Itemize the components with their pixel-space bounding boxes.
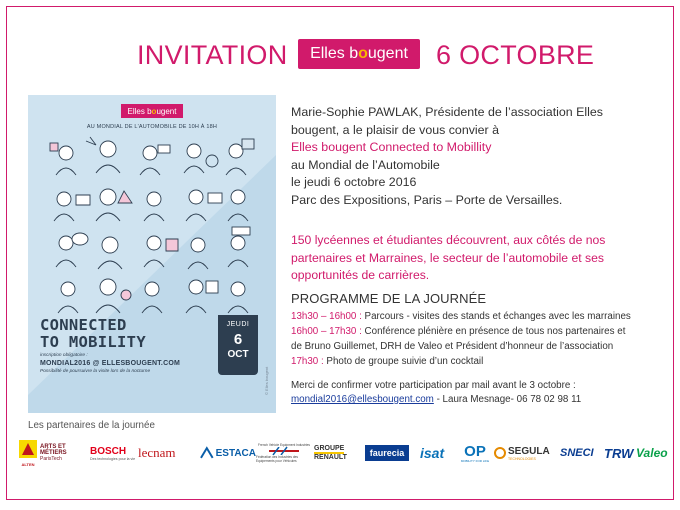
intro-line-2: bougent, a le plaisir de vous convier à <box>291 122 500 137</box>
poster-registration-email: MONDIAL2016 @ ELLESBOUGENT.COM <box>40 360 181 367</box>
poster-date-tag: JEUDI 6 OCT <box>218 315 258 375</box>
alten-logo: ALTEN <box>18 435 38 471</box>
rsvp-note: Merci de confirmer votre participation par mail avant le 3 octobre : mondial2016@ellesbougent.com - Laura Mesnage- 06 78 02 98 11 <box>291 380 582 405</box>
programme-item: 13h30 – 16h00 : Parcours - visites des stands et échanges avec les marraines <box>291 311 631 322</box>
poster-brand-badge: Elles b o ugent <box>121 104 183 118</box>
elles-bougent-logo: Elles b o ugent <box>298 39 420 69</box>
segula-logo: SEGULA TECHNOLOGIES <box>494 435 556 471</box>
estaca-logo: ESTACA <box>200 435 256 471</box>
isat-logo: isat <box>420 445 445 461</box>
programme-item: de Bruno Guillemet, DRH de Valeo et Président d’honneur de l’association <box>291 341 614 352</box>
header <box>0 38 680 72</box>
op-mobility-logo: OP MOBILITY FOR LIFE <box>460 442 490 463</box>
programme-list <box>291 309 666 369</box>
rsvp-contact: - Laura Mesnage- 06 78 02 98 11 <box>433 394 582 405</box>
invitation-body <box>291 104 671 210</box>
sneci-logo: SNECI <box>560 447 594 459</box>
faurecia-logo: faurecia <box>358 435 416 471</box>
highlight-paragraph: 150 lycéennes et étudiantes découvrent, aux côtés de nos partenaires et Marraines, le secteur de l’automobile et ses opportunités de carrières. <box>291 233 606 283</box>
poster-subtitle: AU MONDIAL DE L'AUTOMOBILE DE 10H À 18H <box>86 124 218 130</box>
bosch-logo: BOSCH Des technologies pour la vie <box>90 445 136 461</box>
trw-logo: TRW <box>604 445 634 461</box>
place-line: Parc des Expositions, Paris – Porte de Versailles. <box>291 192 563 207</box>
valeo-logo: Valeo <box>636 446 668 460</box>
poster-title: CONNECTED TO MOBILITY <box>40 316 146 351</box>
groupe-renault-logo: GROUPE RENAULT <box>314 445 347 461</box>
date-line: le jeudi 6 octobre 2016 <box>291 175 417 190</box>
poster-credit: © Elles bougent <box>264 366 269 395</box>
fiev-logo: French Vehicle Equipment Industries Fédération des Industries des Equipements pour Véhicules <box>256 443 310 463</box>
header-invitation: INVITATION <box>137 40 288 70</box>
partner-logos <box>14 435 670 471</box>
poster-registration-note: inscription obligatoire : <box>40 353 88 358</box>
programme-item: 17h30 : Photo de groupe suivie d’un cocktail <box>291 356 484 367</box>
partners-label: Les partenaires de la journée <box>28 420 155 431</box>
venue-line: au Mondial de l’Automobile <box>291 157 440 172</box>
event-poster <box>28 95 276 413</box>
event-name: Elles bougent Connected to Mobillity <box>291 140 492 155</box>
poster-visit-note: Possibilité de poursuivre la visite lors de la nocturne <box>40 369 151 374</box>
intro-line-1: Marie-Sophie PAWLAK, Présidente de l’association Elles <box>291 105 603 119</box>
header-date: 6 OCTOBRE <box>436 40 595 70</box>
rsvp-email-link[interactable]: mondial2016@ellesbougent.com <box>291 394 434 405</box>
arts-et-metiers-logo: ARTS ET MÉTIERS ParisTech <box>40 444 67 462</box>
programme-item: 16h00 – 17h30 : Conférence plénière en présence de tous nos partenaires et <box>291 326 626 337</box>
programme-title: PROGRAMME DE LA JOURNÉE <box>291 291 487 306</box>
cnam-logo: le cnam <box>138 445 176 460</box>
